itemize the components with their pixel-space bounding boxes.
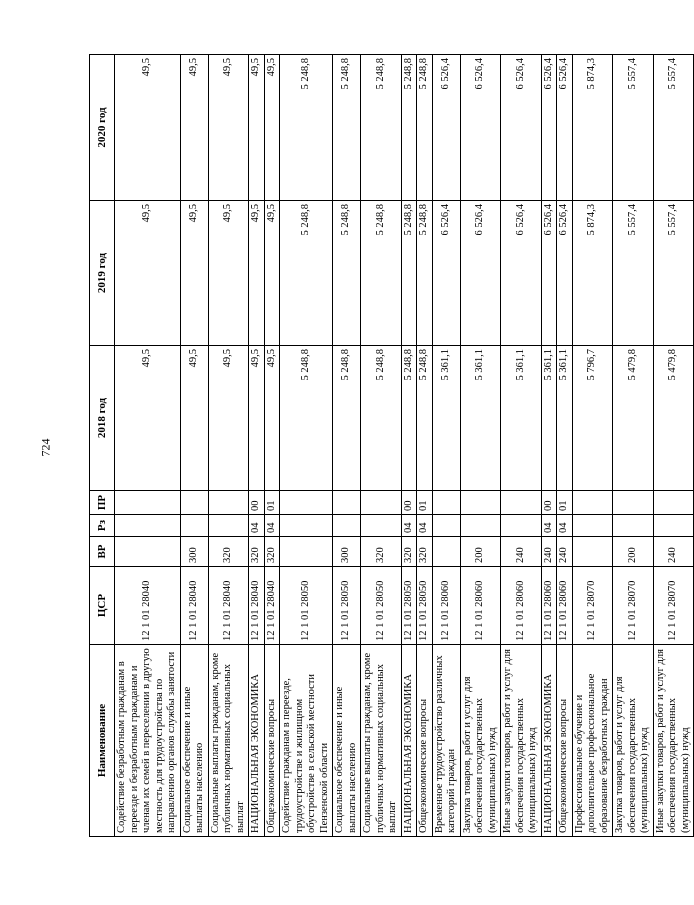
cell-vr: 200 [460, 537, 501, 567]
cell-csr: 12 1 01 28040 [249, 567, 265, 645]
cell-name: Иные закупки товаров, работ и услуг для обеспечения государственных (муниципальных) нужд [501, 645, 542, 837]
cell-pr [572, 491, 613, 515]
cell-y2018: 5 361,1 [541, 346, 557, 491]
cell-y2019: 49,5 [208, 201, 249, 346]
table-row [613, 55, 654, 837]
cell-rz [280, 515, 333, 537]
cell-pr [613, 491, 654, 515]
cell-y2019: 49,5 [264, 201, 280, 346]
cell-name: НАЦИОНАЛЬНАЯ ЭКОНОМИКА [249, 645, 265, 837]
cell-y2019: 5 557,4 [653, 201, 694, 346]
cell-y2020: 6 526,4 [541, 55, 557, 201]
cell-name: Закупка товаров, работ и услуг для обеспечения государственных (муниципальных) нужд [460, 645, 501, 837]
cell-name: Содействие гражданам в переезде, трудоустройстве и жилищном обустройстве в сельской местности Пензенской области [280, 645, 333, 837]
cell-pr [280, 491, 333, 515]
cell-y2018: 5 361,1 [432, 346, 460, 491]
cell-y2018: 49,5 [249, 346, 265, 491]
cell-y2020: 49,5 [115, 55, 181, 201]
cell-rz: 04 [417, 515, 433, 537]
cell-name: Закупка товаров, работ и услуг для обеспечения государственных (муниципальных) нужд [613, 645, 654, 837]
cell-pr: 01 [264, 491, 280, 515]
cell-y2019: 6 526,4 [541, 201, 557, 346]
cell-y2020: 5 557,4 [613, 55, 654, 201]
cell-vr: 240 [653, 537, 694, 567]
cell-y2019: 5 248,8 [333, 201, 361, 346]
cell-rz [208, 515, 249, 537]
cell-rz: 04 [401, 515, 417, 537]
cell-csr: 12 1 01 28050 [401, 567, 417, 645]
cell-y2019: 6 526,4 [557, 201, 573, 346]
cell-csr: 12 1 01 28070 [613, 567, 654, 645]
cell-y2020: 49,5 [264, 55, 280, 201]
table-header-row [90, 55, 115, 837]
cell-pr: 00 [249, 491, 265, 515]
cell-y2019: 6 526,4 [501, 201, 542, 346]
cell-pr [653, 491, 694, 515]
table-row [208, 55, 249, 837]
cell-pr: 00 [541, 491, 557, 515]
cell-y2018: 49,5 [208, 346, 249, 491]
cell-pr [180, 491, 208, 515]
cell-rz: 04 [557, 515, 573, 537]
header-vr: ВР [90, 537, 115, 567]
cell-vr: 240 [541, 537, 557, 567]
cell-rz: 04 [264, 515, 280, 537]
cell-vr: 320 [208, 537, 249, 567]
cell-pr [460, 491, 501, 515]
cell-y2019: 5 248,8 [417, 201, 433, 346]
cell-pr [115, 491, 181, 515]
cell-y2018: 5 248,8 [401, 346, 417, 491]
cell-y2018: 5 361,1 [460, 346, 501, 491]
cell-y2020: 5 248,8 [417, 55, 433, 201]
table-row [432, 55, 460, 837]
cell-y2018: 5 479,8 [613, 346, 654, 491]
cell-name: НАЦИОНАЛЬНАЯ ЭКОНОМИКА [401, 645, 417, 837]
cell-y2018: 49,5 [264, 346, 280, 491]
cell-y2020: 5 248,8 [280, 55, 333, 201]
cell-csr: 12 1 01 28050 [361, 567, 402, 645]
header-pr: ПР [90, 491, 115, 515]
cell-y2018: 49,5 [115, 346, 181, 491]
cell-csr: 12 1 01 28050 [417, 567, 433, 645]
header-rz: Рз [90, 515, 115, 537]
cell-pr [501, 491, 542, 515]
table-row [541, 55, 557, 837]
cell-y2020: 5 557,4 [653, 55, 694, 201]
cell-y2018: 5 361,1 [501, 346, 542, 491]
cell-y2018: 5 248,8 [361, 346, 402, 491]
cell-pr [333, 491, 361, 515]
cell-rz [361, 515, 402, 537]
cell-pr [432, 491, 460, 515]
cell-pr: 01 [557, 491, 573, 515]
cell-rz [180, 515, 208, 537]
cell-vr: 320 [264, 537, 280, 567]
table-row [361, 55, 402, 837]
table-row [264, 55, 280, 837]
cell-csr: 12 1 01 28050 [280, 567, 333, 645]
cell-name: Общеэкономические вопросы [264, 645, 280, 837]
table-row [401, 55, 417, 837]
cell-name: Социальное обеспечение и иные выплаты населению [180, 645, 208, 837]
cell-y2020: 49,5 [208, 55, 249, 201]
cell-rz: 04 [249, 515, 265, 537]
cell-rz [115, 515, 181, 537]
cell-y2019: 49,5 [249, 201, 265, 346]
cell-y2018: 5 248,8 [333, 346, 361, 491]
budget-table [89, 54, 694, 837]
cell-name: Профессиональное обучение и дополнительное профессиональное образование безработных граждан [572, 645, 613, 837]
cell-csr: 12 1 01 28060 [501, 567, 542, 645]
cell-name: Социальные выплаты гражданам, кроме публичных нормативных социальных выплат [208, 645, 249, 837]
table-row [653, 55, 694, 837]
cell-rz [432, 515, 460, 537]
table-row [333, 55, 361, 837]
cell-pr: 01 [417, 491, 433, 515]
cell-csr: 12 1 01 28040 [264, 567, 280, 645]
header-2020: 2020 год [90, 55, 115, 201]
cell-name: Общеэкономические вопросы [417, 645, 433, 837]
cell-vr: 240 [501, 537, 542, 567]
cell-y2020: 49,5 [249, 55, 265, 201]
table-row [280, 55, 333, 837]
cell-vr: 300 [333, 537, 361, 567]
cell-pr: 00 [401, 491, 417, 515]
cell-y2020: 5 248,8 [361, 55, 402, 201]
cell-name: Общеэкономические вопросы [557, 645, 573, 837]
cell-csr: 12 1 01 28060 [432, 567, 460, 645]
cell-vr: 300 [180, 537, 208, 567]
table-row [249, 55, 265, 837]
page-number: 724 [38, 438, 53, 457]
cell-y2019: 49,5 [180, 201, 208, 346]
budget-table-container [89, 55, 694, 837]
cell-y2018: 49,5 [180, 346, 208, 491]
cell-y2020: 49,5 [180, 55, 208, 201]
cell-rz: 04 [541, 515, 557, 537]
table-row [460, 55, 501, 837]
header-2018: 2018 год [90, 346, 115, 491]
cell-rz [572, 515, 613, 537]
cell-vr: 320 [361, 537, 402, 567]
cell-rz [460, 515, 501, 537]
header-csr: ЦСР [90, 567, 115, 645]
cell-rz [653, 515, 694, 537]
cell-y2019: 5 248,8 [361, 201, 402, 346]
cell-rz [613, 515, 654, 537]
cell-y2020: 5 874,3 [572, 55, 613, 201]
cell-csr: 12 1 01 28060 [541, 567, 557, 645]
cell-vr [280, 537, 333, 567]
cell-pr [361, 491, 402, 515]
cell-y2019: 5 248,8 [401, 201, 417, 346]
table-row [180, 55, 208, 837]
cell-y2019: 5 557,4 [613, 201, 654, 346]
cell-y2020: 6 526,4 [501, 55, 542, 201]
cell-y2020: 6 526,4 [460, 55, 501, 201]
cell-rz [501, 515, 542, 537]
cell-y2019: 49,5 [115, 201, 181, 346]
cell-y2020: 6 526,4 [432, 55, 460, 201]
table-row [115, 55, 181, 837]
cell-y2019: 5 248,8 [280, 201, 333, 346]
cell-vr [432, 537, 460, 567]
cell-y2019: 6 526,4 [460, 201, 501, 346]
cell-csr: 12 1 01 28040 [208, 567, 249, 645]
cell-name: Временное трудоустройство различных категорий граждан [432, 645, 460, 837]
cell-csr: 12 1 01 28070 [572, 567, 613, 645]
cell-y2018: 5 248,8 [280, 346, 333, 491]
cell-csr: 12 1 01 28070 [653, 567, 694, 645]
cell-y2019: 6 526,4 [432, 201, 460, 346]
cell-vr: 320 [249, 537, 265, 567]
table-row [501, 55, 542, 837]
cell-name: Иные закупки товаров, работ и услуг для обеспечения государственных (муниципальных) нужд [653, 645, 694, 837]
cell-y2018: 5 479,8 [653, 346, 694, 491]
cell-vr [115, 537, 181, 567]
cell-y2020: 6 526,4 [557, 55, 573, 201]
cell-name: Содействие безработным гражданам в переезде и безработным гражданам и членам их семей в переселении в другую местность для трудоустройства по направлению органов службы занятости [115, 645, 181, 837]
cell-y2018: 5 248,8 [417, 346, 433, 491]
cell-vr: 320 [417, 537, 433, 567]
cell-csr: 12 1 01 28040 [180, 567, 208, 645]
header-name: Наименование [90, 645, 115, 837]
cell-y2018: 5 361,1 [557, 346, 573, 491]
cell-y2020: 5 248,8 [401, 55, 417, 201]
cell-vr: 200 [613, 537, 654, 567]
cell-csr: 12 1 01 28050 [333, 567, 361, 645]
table-row [557, 55, 573, 837]
cell-rz [333, 515, 361, 537]
cell-vr: 320 [401, 537, 417, 567]
cell-vr [572, 537, 613, 567]
cell-pr [208, 491, 249, 515]
cell-csr: 12 1 01 28060 [460, 567, 501, 645]
table-row [572, 55, 613, 837]
header-2019: 2019 год [90, 201, 115, 346]
cell-y2018: 5 796,7 [572, 346, 613, 491]
cell-name: НАЦИОНАЛЬНАЯ ЭКОНОМИКА [541, 645, 557, 837]
cell-vr: 240 [557, 537, 573, 567]
table-row [417, 55, 433, 837]
cell-csr: 12 1 01 28040 [115, 567, 181, 645]
cell-y2019: 5 874,3 [572, 201, 613, 346]
cell-y2020: 5 248,8 [333, 55, 361, 201]
cell-name: Социальное обеспечение и иные выплаты населению [333, 645, 361, 837]
cell-name: Социальные выплаты гражданам, кроме публичных нормативных социальных выплат [361, 645, 402, 837]
cell-csr: 12 1 01 28060 [557, 567, 573, 645]
